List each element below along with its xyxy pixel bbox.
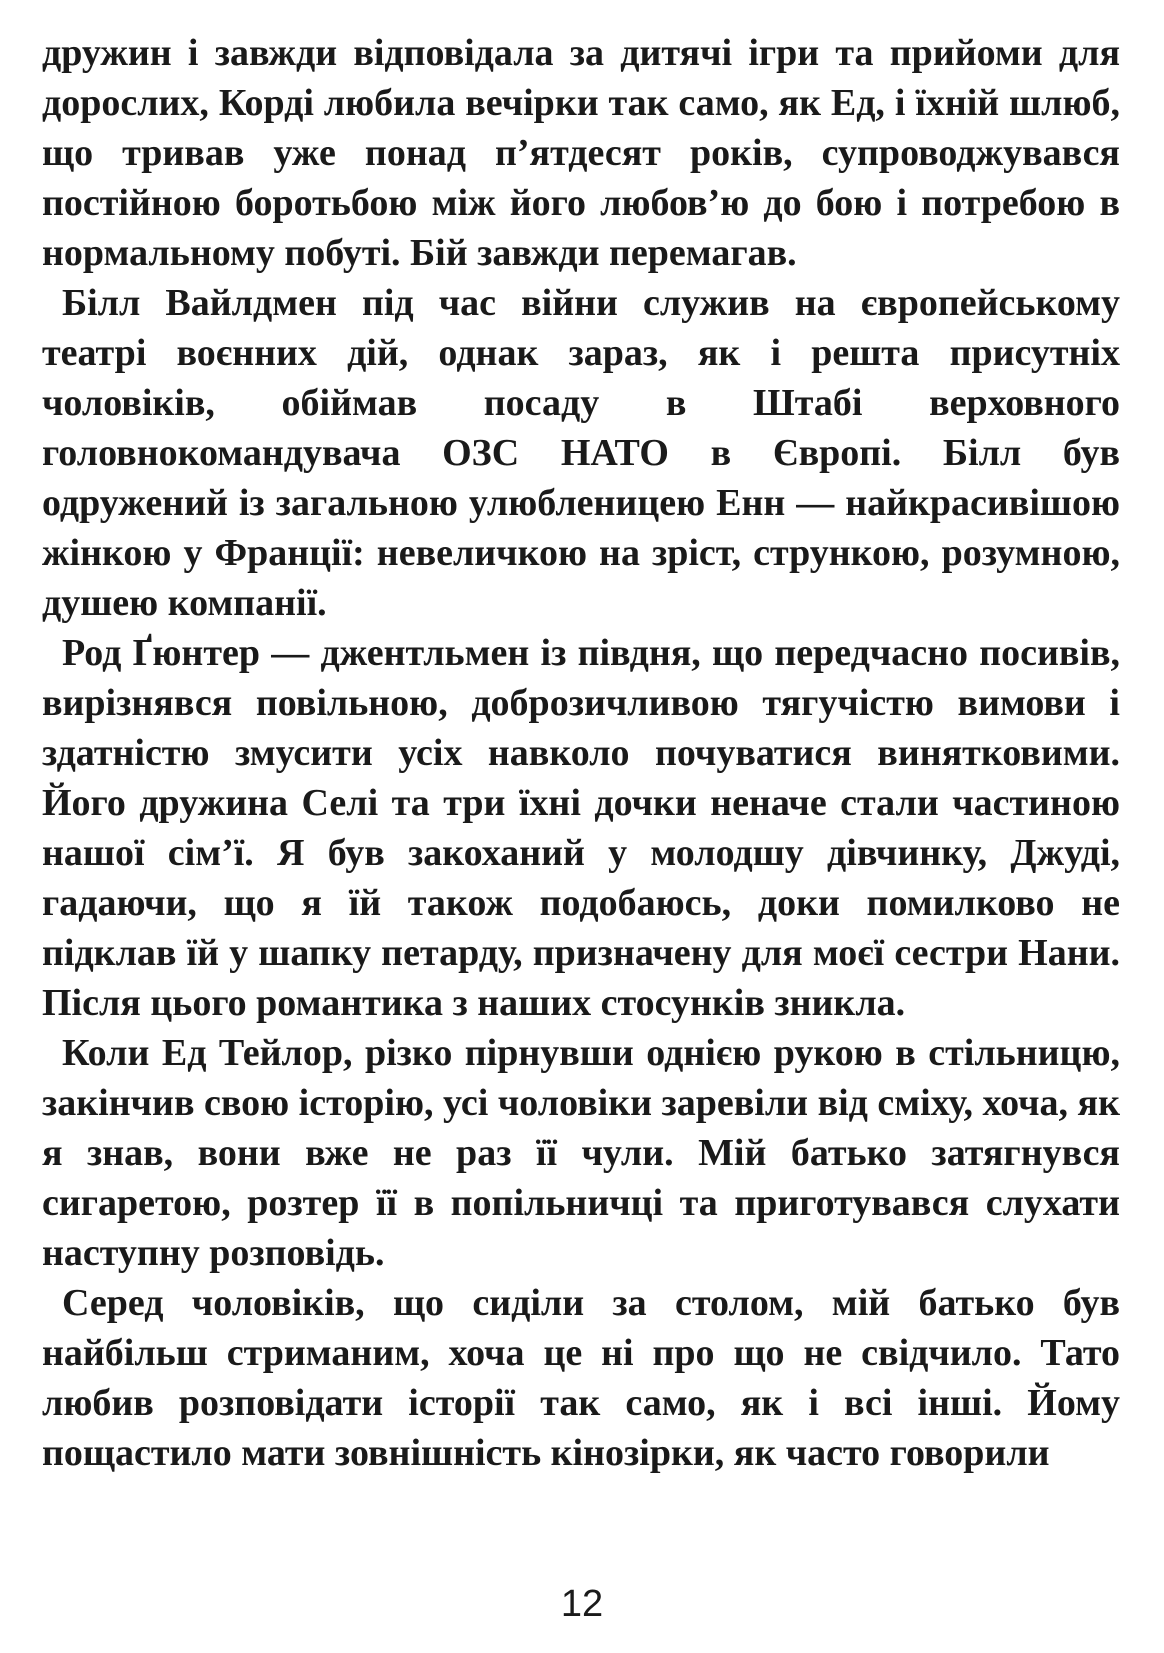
paragraph-3: Род Ґюнтер — джентльмен із півдня, що передчасно посивів, вирізнявся повільною, доброзичливою тягучістю вимови і здатністю змусити усіх навколо почуватися винятковими. Його дружина Селі та три їхні дочки неначе стали частиною нашої сім’ї. Я був закоханий у молодшу дівчинку, Джуді, гадаючи, що я їй також подобаюсь, доки помилково не підклав їй у шапку петарду, призначену для моєї сестри Нани. Після цього романтика з наших стосунків зникла. bbox=[42, 632, 1120, 1024]
paragraph-4: Коли Ед Тейлор, різко пірнувши однією рукою в стільницю, закінчив свою історію, усі чоловіки заревіли від сміху, хоча, як я знав, вони вже не раз її чули. Мій батько затягнувся сигаретою, розтер її в попільничці та приготувався слухати наступну розповідь. bbox=[42, 1032, 1120, 1274]
page-number: 12 bbox=[560, 1583, 604, 1625]
paragraph-1: дружин і завжди відповідала за дитячі ігри та прийоми для дорослих, Корді любила вечірки так само, як Ед, і їхній шлюб, що тривав уже понад п’ятдесят років, супроводжувався постійною боротьбою між його любов’ю до бою і потребою в нормальному побуті. Бій завжди перемагав. bbox=[42, 32, 1120, 274]
paragraph-2: Білл Вайлдмен під час війни служив на європейському театрі воєнних дій, однак зараз, як і решта присутніх чоловіків, обіймав посаду в Штабі верховного головнокомандувача ОЗС НАТО в Європі. Білл був одружений із загальною улюбленицею Енн — найкрасивішою жінкою у Франції: невеличкою на зріст, стрункою, розумною, душею компанії. bbox=[42, 282, 1120, 624]
paragraph-5: Серед чоловіків, що сиділи за столом, мій батько був найбільш стриманим, хоча це ні про що не свідчило. Тато любив розповідати історії так само, як і всі інші. Йому пощастило мати зовнішність кінозірки, як часто говорили bbox=[42, 1282, 1120, 1474]
page-body bbox=[42, 28, 1120, 1478]
